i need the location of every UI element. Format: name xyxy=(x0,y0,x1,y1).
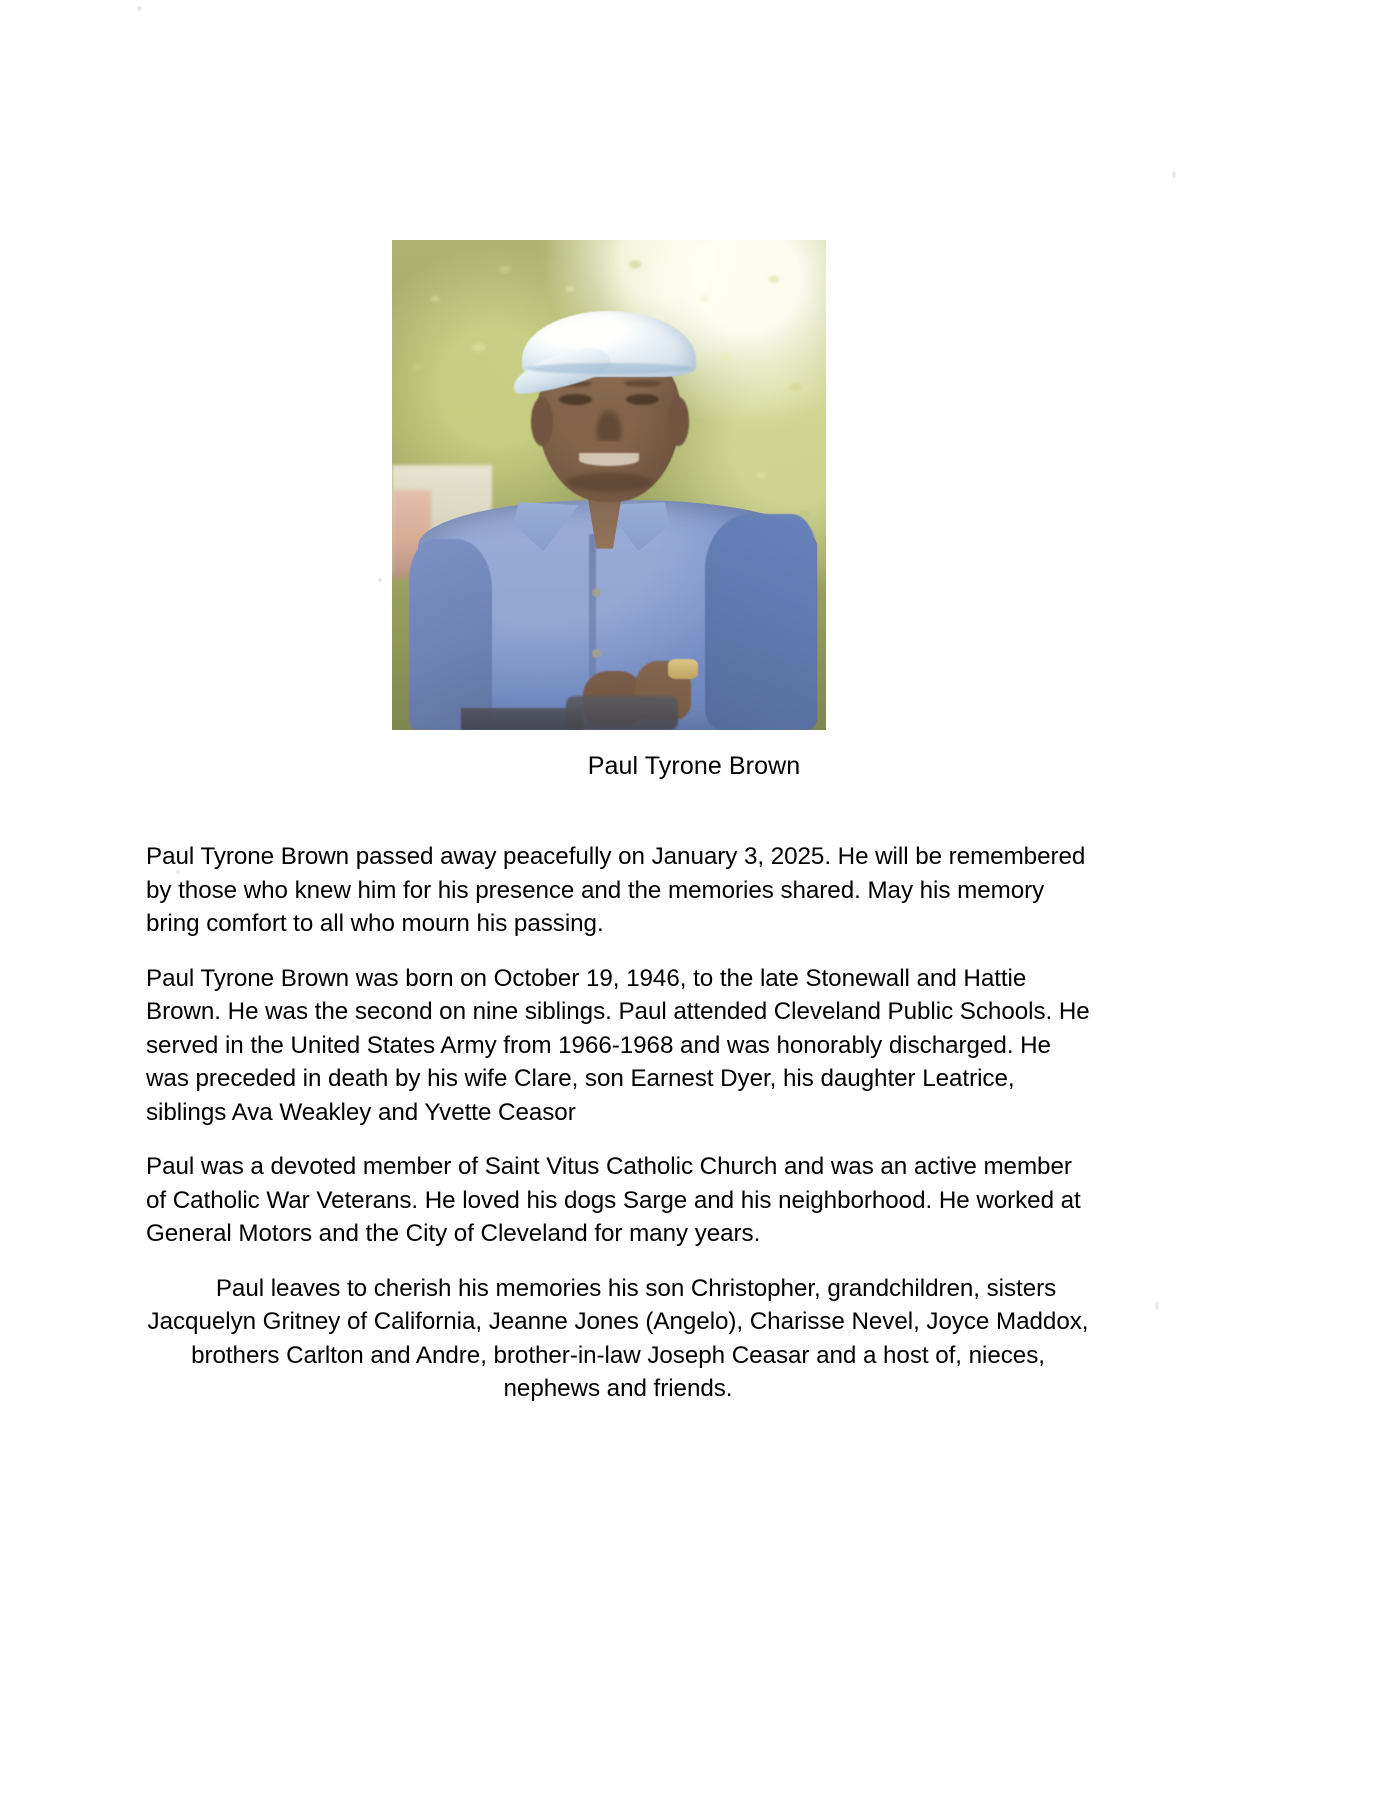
photo-subject-right-sleeve xyxy=(705,514,818,730)
obituary-paragraph-2: Paul Tyrone Brown was born on October 19, 1946, to the late Stonewall and Hattie Brown. He was the second on nine siblings. Paul attended Cleveland Public Schools. He served in the United States Army from 1966-1968 and was honorably discharged. He was preceded in death by his wife Clare, son Earnest Dyer, his daughter Leatrice, siblings Ava Weakley and Yvette Ceasor xyxy=(146,964,1090,1126)
photo-subject-eye-left xyxy=(559,394,592,405)
photo-subject-nose xyxy=(594,407,624,441)
photo-subject-smile xyxy=(579,453,640,466)
portrait-photo xyxy=(392,240,826,730)
scan-speck xyxy=(1172,171,1176,178)
photo-subject-belt xyxy=(461,708,583,730)
photo-subject-wristwatch xyxy=(668,659,698,679)
photo-subject-shirt-button xyxy=(592,649,601,658)
obituary-paragraph-1: Paul Tyrone Brown passed away peacefully on January 3, 2025. He will be remembered by those who knew him for his presence and the memories shared. May his memory bring comfort to all who mourn his passing. xyxy=(146,843,1086,937)
photo-subject-shirt-button xyxy=(592,588,601,597)
scan-speck xyxy=(378,578,382,582)
photo-subject xyxy=(392,240,826,730)
portrait-photo-image xyxy=(392,240,826,730)
photo-subject-ear-left xyxy=(531,397,553,446)
photo-subject-held-object xyxy=(566,696,679,730)
obituary-body xyxy=(146,840,1090,1406)
scan-speck xyxy=(137,6,142,11)
photo-subject-eye-right xyxy=(626,394,659,405)
scan-speck xyxy=(1155,1302,1159,1310)
obituary-survivors-paragraph: Paul leaves to cherish his memories his son Christopher, grandchildren, sisters Jacquelyn Gritney of California, Jeanne Jones (Angelo), Charisse Nevel, Joyce Maddox, brothers Carlton and Andre, brother-in-law Joseph Ceasar and a host of, nieces, nephews and friends. xyxy=(147,1274,1089,1402)
photo-caption: Paul Tyrone Brown xyxy=(587,752,801,780)
photo-subject-left-sleeve xyxy=(409,539,491,730)
obituary-paragraph-3: Paul was a devoted member of Saint Vitus Catholic Church and was an active member of Catholic War Veterans. He loved his dogs Sarge and his neighborhood. He worked at General Motors and the City of Cleveland for many years. xyxy=(146,1153,1081,1247)
photo-subject-ear-right xyxy=(668,397,690,446)
